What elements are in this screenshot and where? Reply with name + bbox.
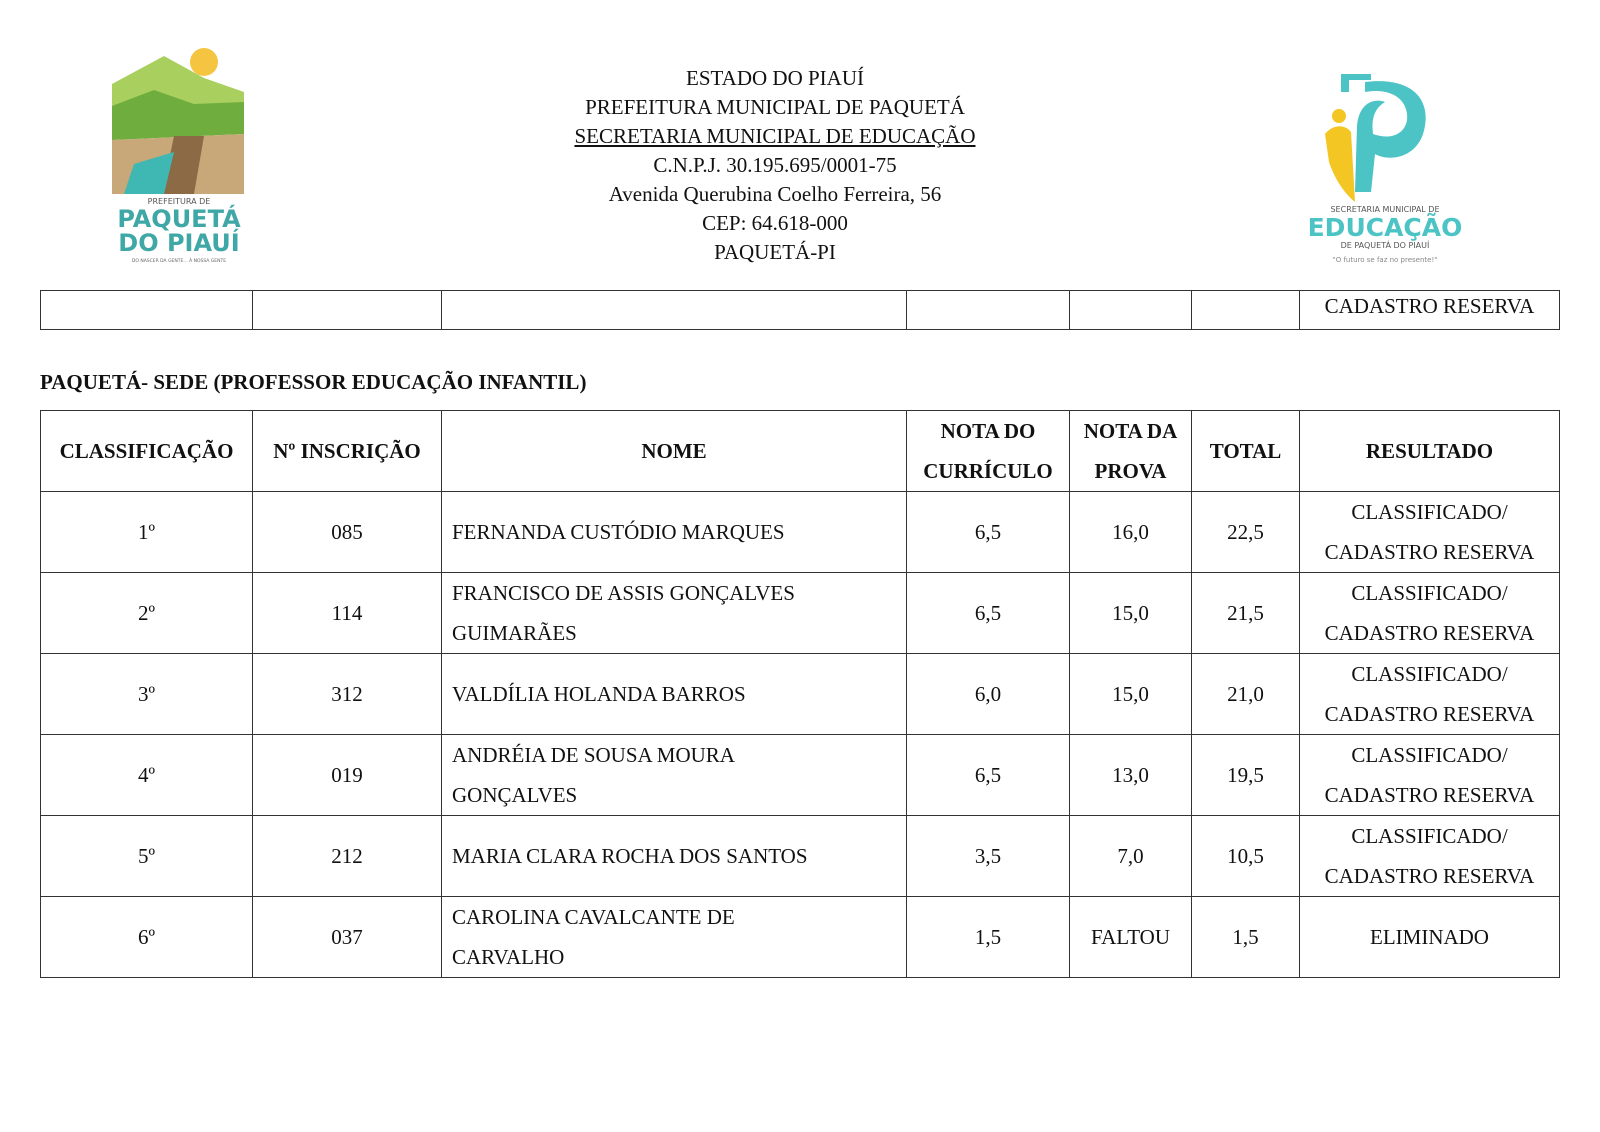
resultado-cell: [1300, 816, 1560, 897]
resultado-line2: CADASTRO RESERVA: [1324, 783, 1535, 807]
classificacao-cell: 3º: [41, 654, 253, 735]
resultado-cell: [1300, 654, 1560, 735]
classificacao-cell: 1º: [41, 492, 253, 573]
logo-right-sub-text: DE PAQUETÁ DO PIAUÍ: [1340, 241, 1430, 250]
table-row: [41, 492, 1560, 573]
prova-cell: 13,0: [1070, 735, 1192, 816]
header-prova-line1: NOTA DA: [1083, 419, 1178, 443]
total-cell: 22,5: [1192, 492, 1300, 573]
nome-line2: GONÇALVES: [452, 783, 578, 807]
table-row: [41, 573, 1560, 654]
logo-left-small-text: PREFEITURA DE: [147, 197, 211, 206]
logo-left-big2: DO PIAUÍ: [118, 229, 240, 257]
table-row: [41, 291, 1560, 330]
total-cell: 10,5: [1192, 816, 1300, 897]
resultado-line1: CLASSIFICADO/: [1351, 662, 1508, 686]
header-line-cep: CEP: 64.618-000: [702, 211, 848, 235]
header-line-city: PAQUETÁ-PI: [714, 240, 836, 264]
nome-line1: VALDÍLIA HOLANDA BARROS: [452, 682, 746, 706]
header-curriculo-line1: NOTA DO: [940, 419, 1036, 443]
inscricao-cell: 312: [253, 654, 442, 735]
nome-line1: FRANCISCO DE ASSIS GONÇALVES: [452, 581, 795, 605]
logo-right-top-text: SECRETARIA MUNICIPAL DE: [1330, 205, 1440, 214]
nome-line1: MARIA CLARA ROCHA DOS SANTOS: [452, 844, 808, 868]
nome-line2: CARVALHO: [452, 945, 565, 969]
nome-cell: [442, 816, 907, 897]
prova-cell: FALTOU: [1070, 897, 1192, 978]
empty-cell: [907, 291, 1070, 330]
header-total: TOTAL: [1192, 411, 1300, 492]
total-cell: 19,5: [1192, 735, 1300, 816]
resultado-line2: CADASTRO RESERVA: [1324, 621, 1535, 645]
curriculo-cell: 6,5: [907, 573, 1070, 654]
classificacao-cell: 2º: [41, 573, 253, 654]
inscricao-cell: 114: [253, 573, 442, 654]
classificacao-cell: 6º: [41, 897, 253, 978]
total-cell: 21,0: [1192, 654, 1300, 735]
prova-cell: 15,0: [1070, 573, 1192, 654]
classificacao-cell: 4º: [41, 735, 253, 816]
secretaria-educacao-logo: [1305, 62, 1465, 272]
header-prova: [1070, 411, 1192, 492]
nome-line1: ANDRÉIA DE SOUSA MOURA: [452, 743, 735, 767]
empty-cell: [1070, 291, 1192, 330]
resultado-line1: CLASSIFICADO/: [1351, 581, 1508, 605]
resultado-cell: [1300, 492, 1560, 573]
empty-cell: [41, 291, 253, 330]
logo-left-tagline: DO NASCER DA GENTE... À NOSSA GENTE: [131, 259, 227, 264]
nome-cell: [442, 654, 907, 735]
header-resultado: RESULTADO: [1300, 411, 1560, 492]
resultado-line1: ELIMINADO: [1370, 925, 1489, 949]
logo-left-big1: PAQUETÁ: [117, 205, 241, 233]
resultado-line1: CLASSIFICADO/: [1351, 824, 1508, 848]
resultado-cell: [1300, 735, 1560, 816]
header-nome: NOME: [442, 411, 907, 492]
resultado-line2: CADASTRO RESERVA: [1324, 540, 1535, 564]
nome-cell: [442, 735, 907, 816]
inscricao-cell: 212: [253, 816, 442, 897]
curriculo-cell: 3,5: [907, 816, 1070, 897]
empty-cell: [1192, 291, 1300, 330]
header-curriculo-line2: CURRÍCULO: [923, 459, 1053, 483]
logo-right-slogan: "O futuro se faz no presente!": [1332, 256, 1438, 264]
curriculo-cell: 6,5: [907, 492, 1070, 573]
header-classificacao: CLASSIFICAÇÃO: [41, 411, 253, 492]
resultado-cell: [1300, 897, 1560, 978]
header-line-cnpj: C.N.P.J. 30.195.695/0001-75: [653, 153, 897, 177]
curriculo-cell: 6,5: [907, 735, 1070, 816]
inscricao-cell: 037: [253, 897, 442, 978]
prova-cell: 15,0: [1070, 654, 1192, 735]
prova-cell: 7,0: [1070, 816, 1192, 897]
resultado-line2: CADASTRO RESERVA: [1324, 702, 1535, 726]
paqueta-municipal-logo: [104, 44, 254, 266]
reserve-row-table: [40, 290, 1560, 330]
total-cell: 1,5: [1192, 897, 1300, 978]
table-header-row: [41, 411, 1560, 492]
nome-line2: GUIMARÃES: [452, 621, 577, 645]
header-line-secretaria: SECRETARIA MUNICIPAL DE EDUCAÇÃO: [574, 124, 976, 148]
nome-line1: FERNANDA CUSTÓDIO MARQUES: [452, 520, 785, 544]
resultado-cell: [1300, 573, 1560, 654]
total-cell: 21,5: [1192, 573, 1300, 654]
table-row: [41, 735, 1560, 816]
classificacao-cell: 5º: [41, 816, 253, 897]
inscricao-cell: 085: [253, 492, 442, 573]
resultado-line2: CADASTRO RESERVA: [1324, 864, 1535, 888]
resultado-line1: CLASSIFICADO/: [1351, 743, 1508, 767]
nome-line1: CAROLINA CAVALCANTE DE: [452, 905, 735, 929]
curriculo-cell: 1,5: [907, 897, 1070, 978]
header-line-state: ESTADO DO PIAUÍ: [686, 66, 864, 90]
results-table: [40, 410, 1560, 978]
logo-right-big-text: EDUCAÇÃO: [1307, 213, 1463, 242]
header-line-prefeitura: PREFEITURA MUNICIPAL DE PAQUETÁ: [585, 95, 965, 119]
table-row: [41, 897, 1560, 978]
inscricao-cell: 019: [253, 735, 442, 816]
header-line-address: Avenida Querubina Coelho Ferreira, 56: [608, 182, 942, 206]
empty-cell: [253, 291, 442, 330]
section-title: PAQUETÁ- SEDE (PROFESSOR EDUCAÇÃO INFANTIL): [40, 370, 587, 394]
header-curriculo: [907, 411, 1070, 492]
curriculo-cell: 6,0: [907, 654, 1070, 735]
resultado-line1: CLASSIFICADO/: [1351, 500, 1508, 524]
nome-cell: [442, 492, 907, 573]
nome-cell: [442, 573, 907, 654]
header-inscricao: Nº INSCRIÇÃO: [253, 411, 442, 492]
table-row: [41, 816, 1560, 897]
nome-cell: [442, 897, 907, 978]
table-row: [41, 654, 1560, 735]
empty-cell: [442, 291, 907, 330]
document-header: [480, 64, 1070, 267]
prova-cell: 16,0: [1070, 492, 1192, 573]
header-prova-line2: PROVA: [1094, 459, 1167, 483]
reserve-result-cell: CADASTRO RESERVA: [1300, 291, 1560, 330]
